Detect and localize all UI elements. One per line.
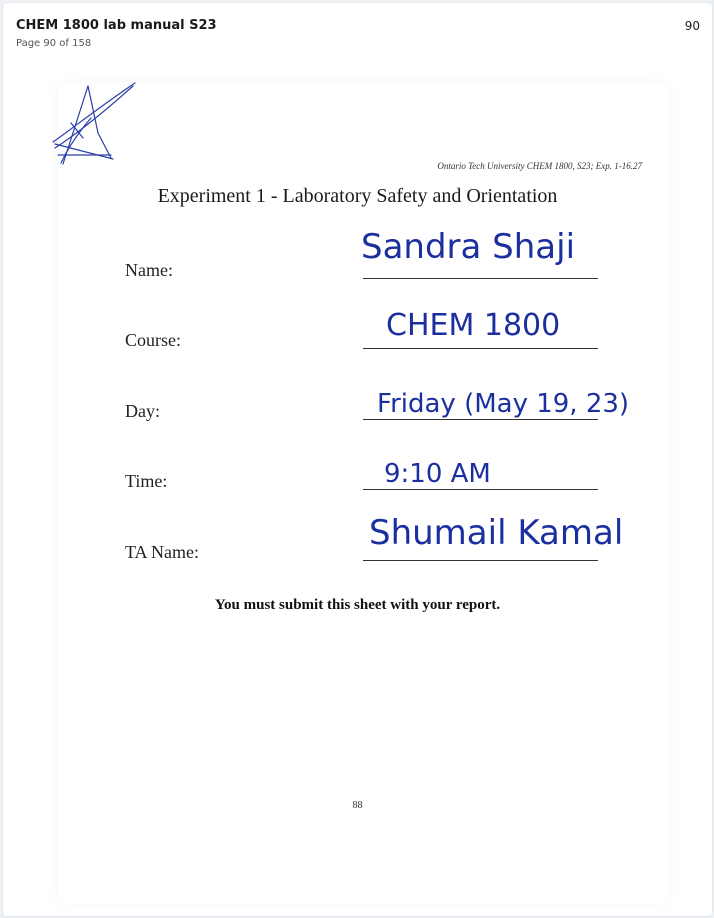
name-label: Name: bbox=[125, 260, 173, 280]
course-value: CHEM 1800 bbox=[386, 308, 561, 343]
page-indicator: Page 90 of 158 bbox=[16, 38, 92, 49]
course-label: Course: bbox=[125, 330, 181, 350]
document-header-line: Ontario Tech University CHEM 1800, S23; Exp. 1-16.27 bbox=[437, 161, 642, 171]
ta-name-value: Shumail Kamal bbox=[369, 513, 624, 553]
name-line bbox=[363, 278, 598, 279]
day-line bbox=[363, 419, 598, 420]
ta-name-label: TA Name: bbox=[125, 542, 200, 562]
footer-page-number: 88 bbox=[352, 800, 363, 811]
document-title: CHEM 1800 lab manual S23 bbox=[16, 18, 217, 33]
handwritten-signature-icon[interactable] bbox=[43, 78, 143, 173]
page-number: 90 bbox=[684, 19, 700, 33]
submission-notice: You must submit this sheet with your report. bbox=[214, 597, 501, 613]
time-label: Time: bbox=[125, 471, 168, 491]
day-label: Day: bbox=[125, 401, 160, 421]
document-viewer bbox=[2, 2, 713, 917]
time-line bbox=[363, 489, 598, 490]
time-value: 9:10 AM bbox=[384, 459, 491, 489]
experiment-title: Experiment 1 - Laboratory Safety and Orientation bbox=[157, 185, 558, 207]
ta-name-line bbox=[363, 560, 598, 561]
name-value: Sandra Shaji bbox=[361, 227, 576, 267]
day-value: Friday (May 19, 23) bbox=[377, 389, 630, 419]
course-line bbox=[363, 348, 598, 349]
